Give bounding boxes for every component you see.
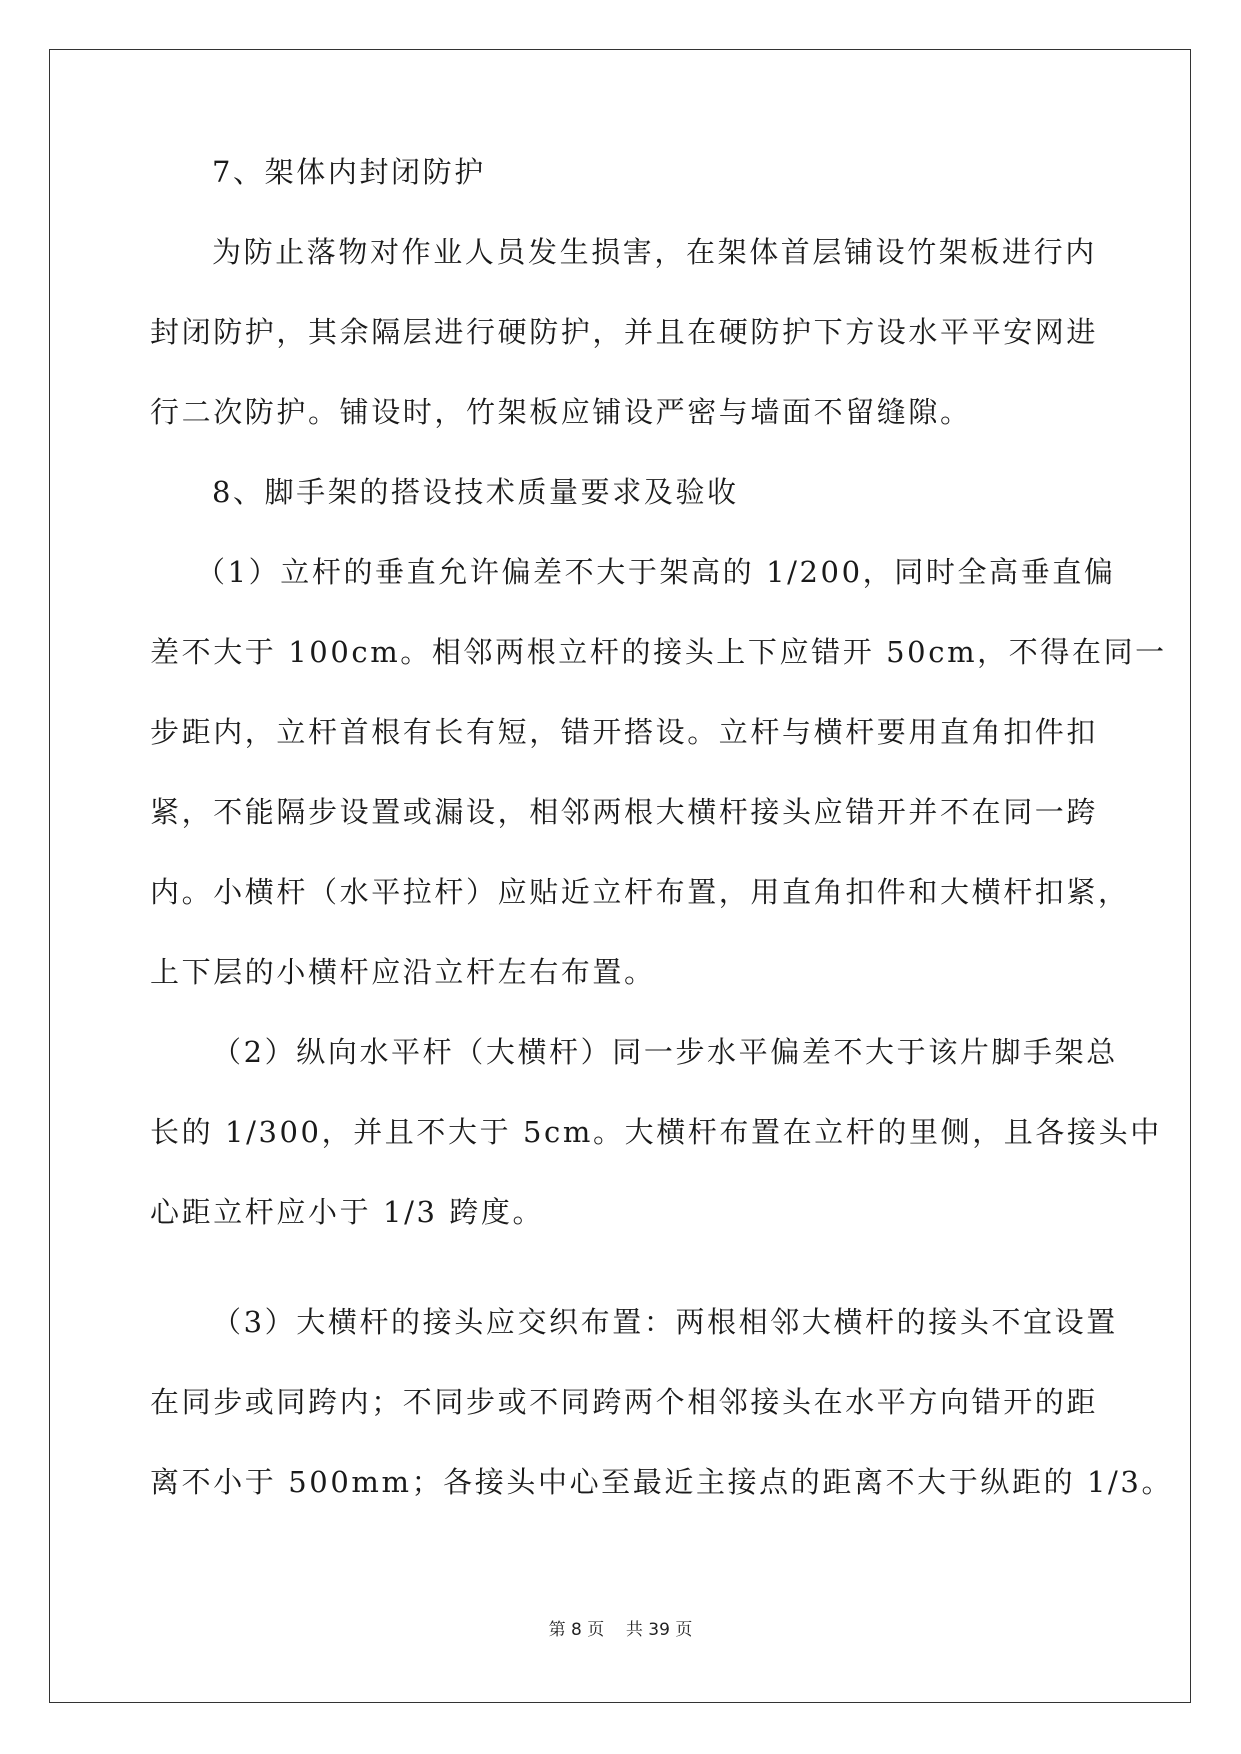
paragraph-line: 为防止落物对作业人员发生损害，在架体首层铺设竹架板进行内 (212, 235, 1097, 269)
page-footer (0, 1618, 1241, 1642)
total-pages: 共 39 页 (625, 1620, 693, 1640)
page-number: 第 8 页 (548, 1620, 605, 1640)
paragraph-line: 内。小横杆（水平拉杆）应贴近立杆布置，用直角扣件和大横杆扣紧， (150, 875, 1130, 909)
paragraph-line: 上下层的小横杆应沿立杆左右布置。 (150, 955, 656, 989)
paragraph-line: （3）大横杆的接头应交织布置：两根相邻大横杆的接头不宜设置 (212, 1305, 1118, 1339)
heading-7: 7、架体内封闭防护 (212, 155, 486, 189)
paragraph-line: 在同步或同跨内；不同步或不同跨两个相邻接头在水平方向错开的距 (150, 1385, 1099, 1419)
paragraph-line: 紧，不能隔步设置或漏设，相邻两根大横杆接头应错开并不在同一跨 (150, 795, 1099, 829)
paragraph-line: （1）立杆的垂直允许偏差不大于架高的 1/200，同时全高垂直偏 (196, 555, 1116, 589)
paragraph-line: 心距立杆应小于 1/3 跨度。 (150, 1195, 545, 1229)
heading-8: 8、脚手架的搭设技术质量要求及验收 (212, 475, 739, 509)
paragraph-line: 离不小于 500mm；各接头中心至最近主接点的距离不大于纵距的 1/3。 (150, 1465, 1174, 1499)
paragraph-line: 行二次防护。铺设时，竹架板应铺设严密与墙面不留缝隙。 (150, 395, 972, 429)
paragraph-line: 封闭防护，其余隔层进行硬防护，并且在硬防护下方设水平平安网进 (150, 315, 1099, 349)
paragraph-line: 长的 1/300，并且不大于 5cm。大横杆布置在立杆的里侧，且各接头中 (150, 1115, 1162, 1149)
paragraph-line: 步距内，立杆首根有长有短，错开搭设。立杆与横杆要用直角扣件扣 (150, 715, 1099, 749)
paragraph-line: （2）纵向水平杆（大横杆）同一步水平偏差不大于该片脚手架总 (212, 1035, 1118, 1069)
paragraph-line: 差不大于 100cm。相邻两根立杆的接头上下应错开 50cm，不得在同一 (150, 635, 1167, 669)
